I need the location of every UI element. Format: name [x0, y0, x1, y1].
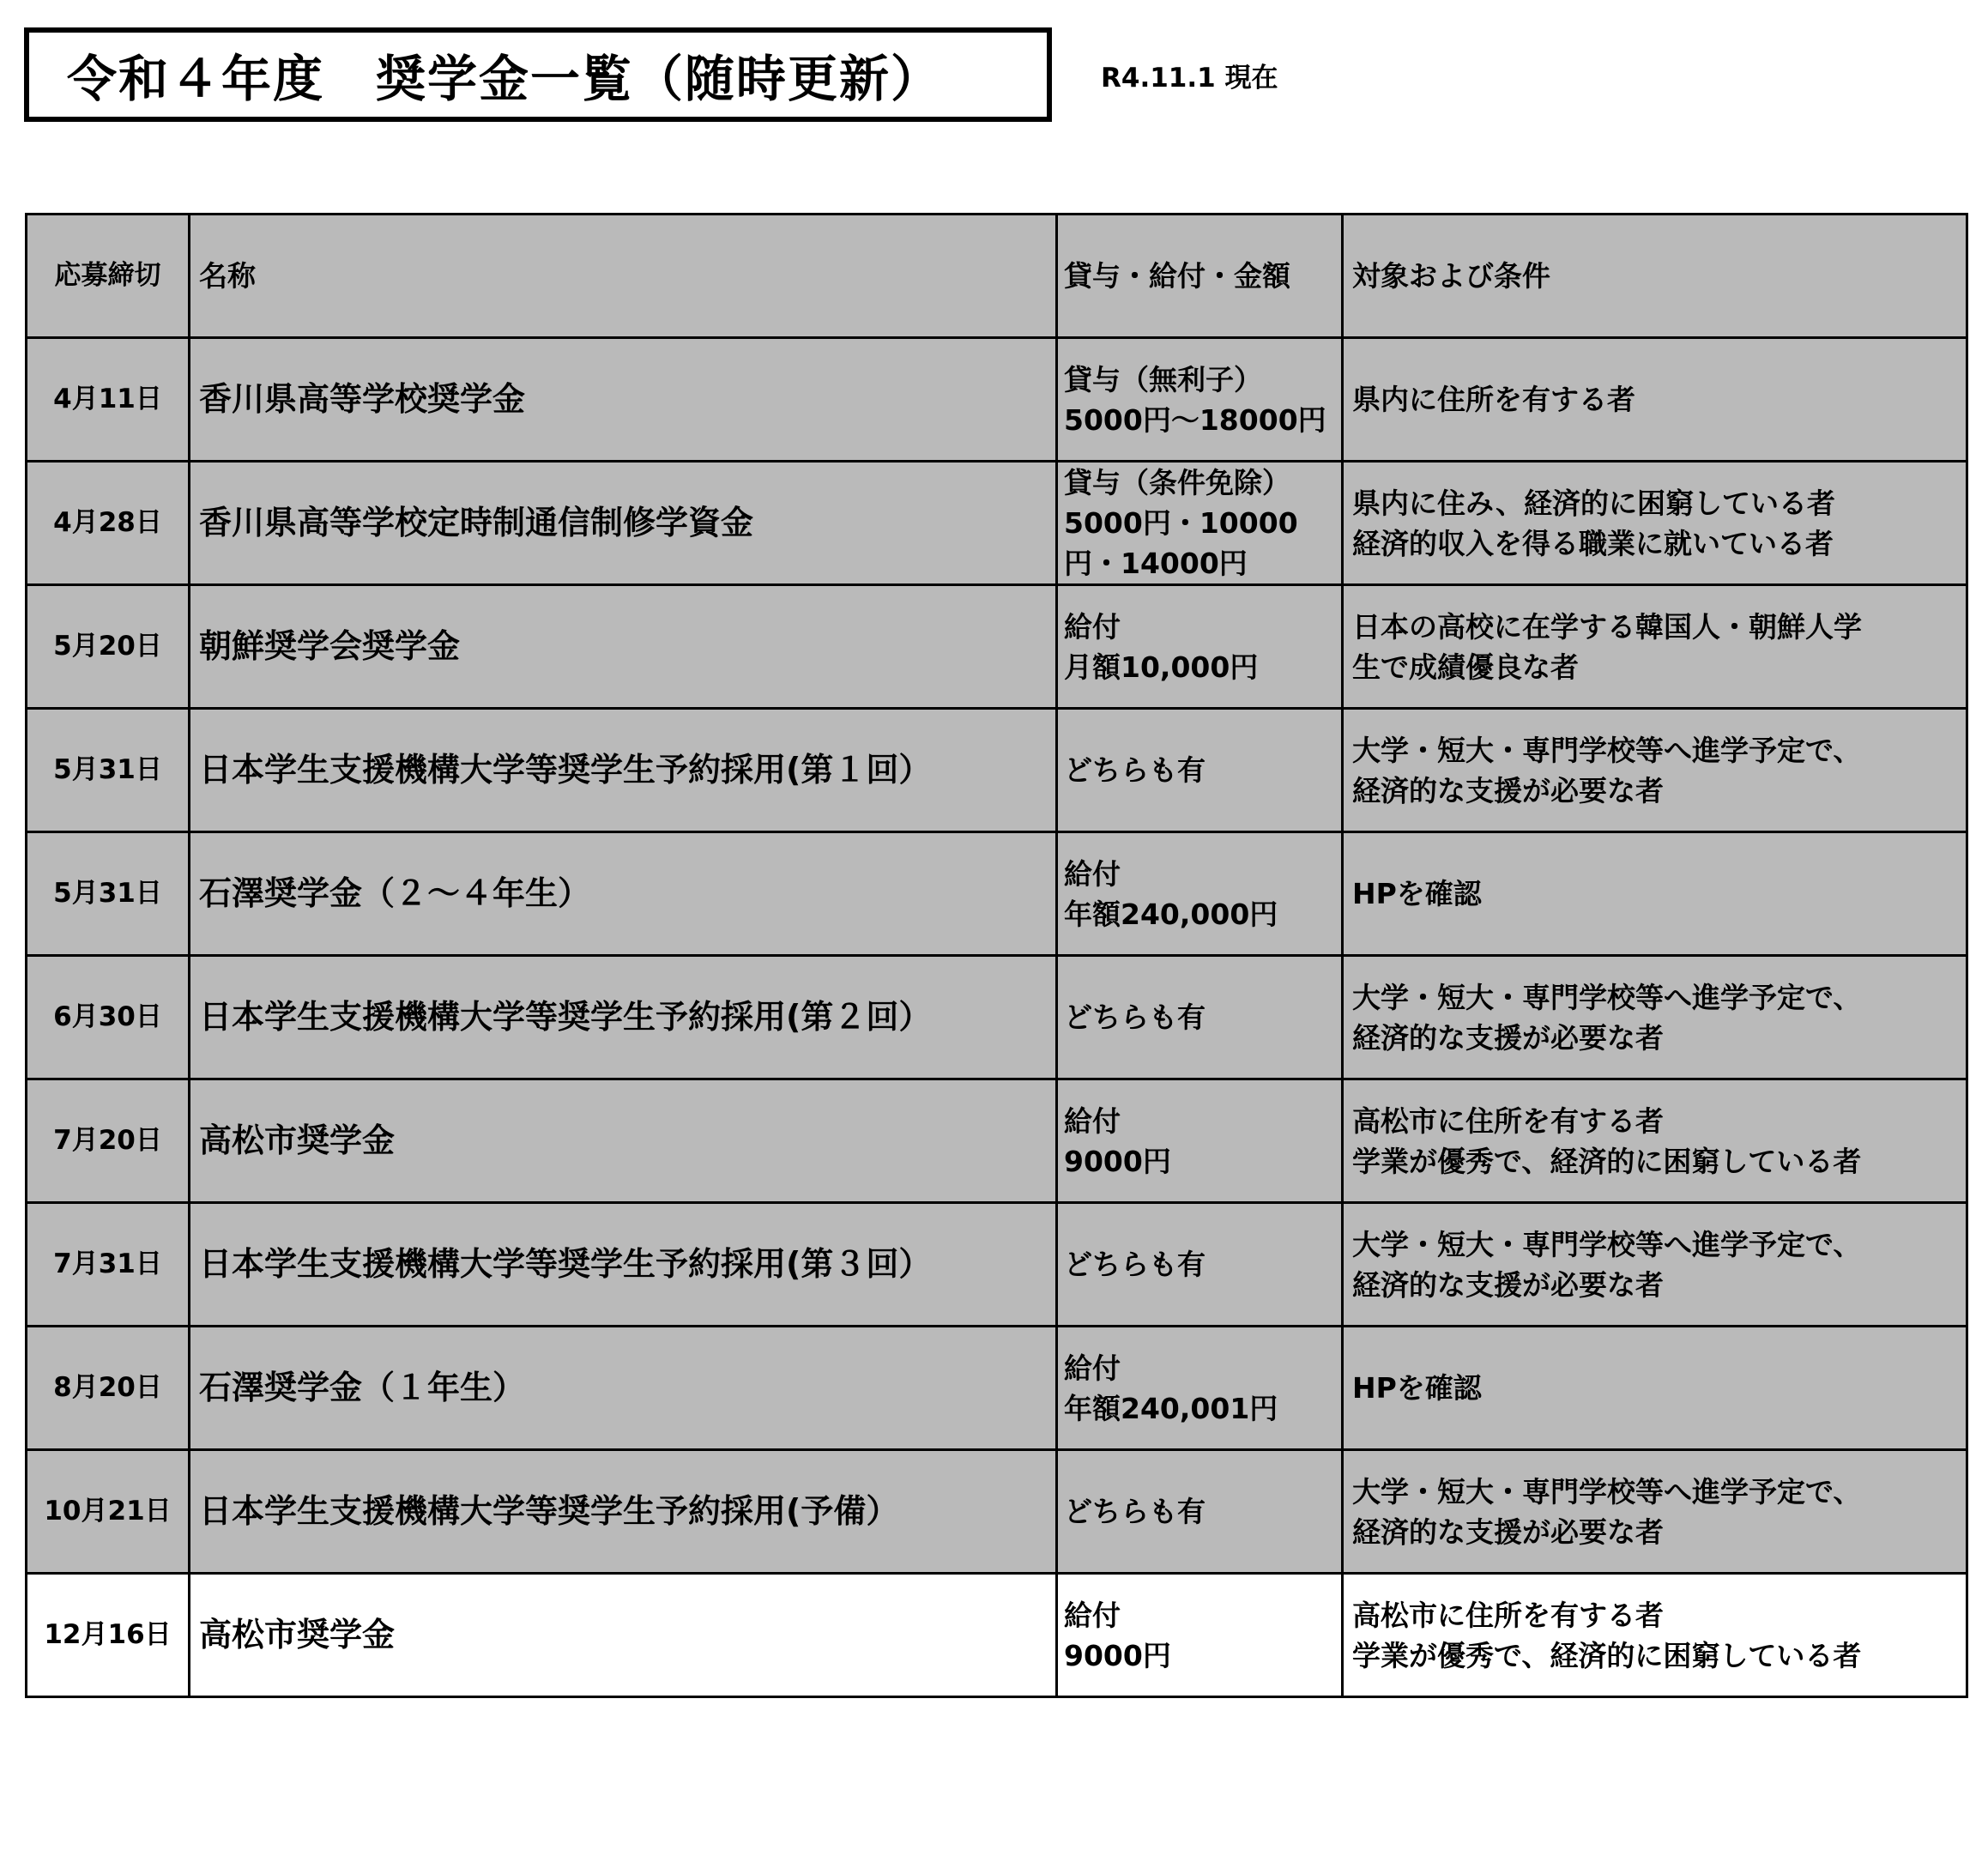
- cell-amount-line: 年額240,000円: [1064, 897, 1278, 931]
- cell-amount-line: 9000円: [1064, 1638, 1171, 1672]
- cell-conditions-line: 高松市に住所を有する者: [1352, 1103, 1664, 1138]
- cell-conditions-line: 学業が優秀で、経済的に困窮している者: [1352, 1638, 1862, 1672]
- cell-conditions: [1343, 585, 1967, 709]
- page-title: 令和４年度 奨学金一覧（随時更新）: [24, 27, 1052, 122]
- cell-conditions-line: 大学・短大・専門学校等へ進学予定で、: [1352, 1474, 1862, 1508]
- table-row: [27, 462, 1967, 585]
- cell-deadline: 4月28日: [27, 462, 190, 585]
- cell-conditions-line: 大学・短大・専門学校等へ進学予定で、: [1352, 733, 1862, 767]
- cell-amount-line: どちらも有: [1064, 1495, 1205, 1528]
- cell-conditions: [1343, 832, 1967, 956]
- cell-conditions-line: 県内に住み、経済的に困窮している者: [1352, 486, 1835, 520]
- cell-conditions-line: 経済的な支援が必要な者: [1352, 1514, 1664, 1549]
- cell-deadline: 8月20日: [27, 1327, 190, 1450]
- cell-amount-line: 貸与（無利子）: [1064, 362, 1262, 396]
- cell-deadline: 6月30日: [27, 956, 190, 1079]
- cell-amount-line: 年額240,001円: [1064, 1391, 1278, 1425]
- header-deadline: 応募締切: [27, 215, 190, 338]
- cell-amount-line: 給付: [1064, 1598, 1121, 1632]
- cell-amount-line: 給付: [1064, 1351, 1121, 1385]
- cell-amount: [1057, 1327, 1343, 1450]
- cell-deadline: 7月20日: [27, 1079, 190, 1203]
- cell-name: 日本学生支援機構大学等奨学生予約採用(第３回）: [190, 1203, 1057, 1327]
- cell-name: 高松市奨学金: [190, 1079, 1057, 1203]
- cell-conditions-line: 経済的な支援が必要な者: [1352, 1020, 1664, 1055]
- cell-name: 香川県高等学校定時制通信制修学資金: [190, 462, 1057, 585]
- cell-conditions: [1343, 1079, 1967, 1203]
- cell-amount-line: どちらも有: [1064, 1001, 1205, 1034]
- as-of-date: R4.11.1 現在: [1101, 63, 1278, 94]
- cell-amount: [1057, 1203, 1343, 1327]
- cell-amount-line: 給付: [1064, 1103, 1121, 1138]
- cell-conditions-line: 学業が優秀で、経済的に困窮している者: [1352, 1144, 1862, 1178]
- table-row: [27, 1327, 1967, 1450]
- cell-name: 日本学生支援機構大学等奨学生予約採用(予備）: [190, 1450, 1057, 1574]
- cell-name: 日本学生支援機構大学等奨学生予約採用(第２回）: [190, 956, 1057, 1079]
- cell-amount: [1057, 956, 1343, 1079]
- cell-amount-line: 円・14000円: [1064, 547, 1248, 580]
- cell-deadline: 5月31日: [27, 832, 190, 956]
- cell-conditions-line: 県内に住所を有する者: [1352, 383, 1635, 416]
- cell-conditions-line: 経済的な支援が必要な者: [1352, 773, 1664, 807]
- cell-deadline: 7月31日: [27, 1203, 190, 1327]
- table-row: [27, 832, 1967, 956]
- cell-name: 日本学生支援機構大学等奨学生予約採用(第１回）: [190, 709, 1057, 832]
- cell-amount-line: どちらも有: [1064, 1248, 1205, 1281]
- table-header-row: [27, 215, 1967, 338]
- cell-name: 石澤奨学金（１年生）: [190, 1327, 1057, 1450]
- cell-name: 石澤奨学金（２〜４年生）: [190, 832, 1057, 956]
- cell-amount-line: 9000円: [1064, 1144, 1171, 1178]
- cell-deadline: 5月31日: [27, 709, 190, 832]
- cell-amount-line: どちらも有: [1064, 753, 1205, 787]
- cell-amount: [1057, 832, 1343, 956]
- cell-amount-line: 5000円〜18000円: [1064, 402, 1326, 437]
- cell-amount: [1057, 338, 1343, 462]
- table-row: [27, 1450, 1967, 1574]
- cell-amount: [1057, 1574, 1343, 1697]
- cell-amount-line: 月額10,000円: [1064, 650, 1259, 684]
- cell-conditions-line: 経済的な支援が必要な者: [1352, 1267, 1664, 1302]
- cell-conditions: [1343, 1450, 1967, 1574]
- cell-amount-line: 給付: [1064, 856, 1121, 891]
- table-row: [27, 709, 1967, 832]
- cell-name: 香川県高等学校奨学金: [190, 338, 1057, 462]
- header-conditions: 対象および条件: [1343, 215, 1967, 338]
- cell-name: 朝鮮奨学会奨学金: [190, 585, 1057, 709]
- table-row: [27, 338, 1967, 462]
- cell-deadline: 10月21日: [27, 1450, 190, 1574]
- table-row: [27, 1203, 1967, 1327]
- cell-amount: [1057, 1450, 1343, 1574]
- cell-name: 高松市奨学金: [190, 1574, 1057, 1697]
- header-name: 名称: [190, 215, 1057, 338]
- cell-conditions: [1343, 1327, 1967, 1450]
- cell-conditions: [1343, 462, 1967, 585]
- cell-conditions: [1343, 956, 1967, 1079]
- cell-amount: [1057, 585, 1343, 709]
- cell-conditions: [1343, 338, 1967, 462]
- table-row: [27, 956, 1967, 1079]
- cell-amount: [1057, 462, 1343, 585]
- cell-amount: [1057, 1079, 1343, 1203]
- cell-deadline: 5月20日: [27, 585, 190, 709]
- cell-deadline: 4月11日: [27, 338, 190, 462]
- cell-conditions: [1343, 709, 1967, 832]
- table-row: [27, 585, 1967, 709]
- cell-amount-line: 5000円・10000: [1064, 506, 1298, 540]
- cell-conditions-line: 日本の高校に在学する韓国人・朝鮮人学: [1352, 609, 1862, 644]
- cell-conditions-line: 大学・短大・専門学校等へ進学予定で、: [1352, 980, 1862, 1014]
- cell-conditions-line: 生で成績優良な者: [1352, 650, 1579, 684]
- table-body: [27, 338, 1967, 1697]
- cell-conditions-line: HPを確認: [1352, 1371, 1482, 1405]
- scholarship-table: [25, 213, 1968, 1698]
- cell-conditions: [1343, 1574, 1967, 1697]
- cell-conditions-line: 大学・短大・専門学校等へ進学予定で、: [1352, 1227, 1862, 1261]
- cell-amount-line: 貸与（条件免除）: [1064, 466, 1290, 499]
- cell-deadline: 12月16日: [27, 1574, 190, 1697]
- table-row: [27, 1574, 1967, 1697]
- cell-conditions-line: HPを確認: [1352, 877, 1482, 910]
- cell-conditions-line: 高松市に住所を有する者: [1352, 1598, 1664, 1632]
- table-row: [27, 1079, 1967, 1203]
- cell-conditions-line: 経済的収入を得る職業に就いている者: [1352, 526, 1834, 560]
- cell-conditions: [1343, 1203, 1967, 1327]
- cell-amount: [1057, 709, 1343, 832]
- cell-amount-line: 給付: [1064, 609, 1121, 644]
- header-amount: 貸与・給付・金額: [1057, 215, 1343, 338]
